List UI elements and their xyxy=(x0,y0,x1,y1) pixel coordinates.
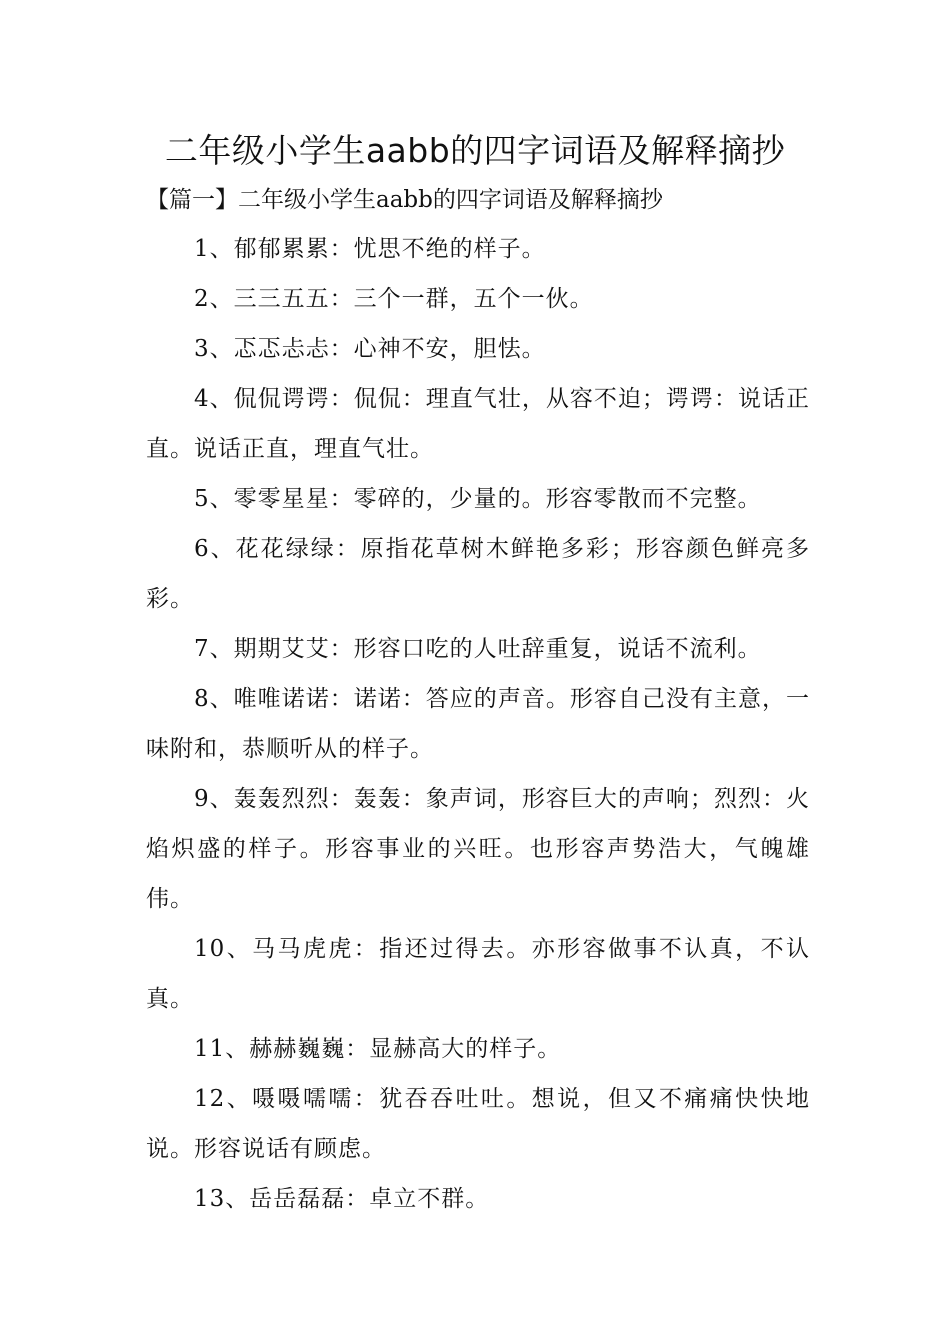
list-item: 2、三三五五：三个一群，五个一伙。 xyxy=(194,286,594,312)
entry-list xyxy=(146,224,810,1224)
list-item: 11、赫赫巍巍：显赫高大的样子。 xyxy=(194,1036,562,1062)
list-item: 9、轰轰烈烈：轰轰：象声词，形容巨大的声响；烈烈：火焰炽盛的样子。形容事业的兴旺。也形容声势浩大，气魄雄伟。 xyxy=(146,786,810,912)
list-item: 12、嗫嗫嚅嚅：犹吞吞吐吐。想说，但又不痛痛快快地说。形容说话有顾虑。 xyxy=(146,1086,810,1162)
list-item: 10、马马虎虎：指还过得去。亦形容做事不认真，不认真。 xyxy=(146,936,810,1012)
section-heading: 【篇一】二年级小学生aabb的四字词语及解释摘抄 xyxy=(146,187,663,213)
list-item: 6、花花绿绿：原指花草树木鲜艳多彩；形容颜色鲜亮多彩。 xyxy=(146,536,810,612)
list-item: 7、期期艾艾：形容口吃的人吐辞重复，说话不流利。 xyxy=(194,636,762,662)
list-item: 3、忑忑忐忐：心神不安，胆怯。 xyxy=(194,336,546,362)
list-item: 5、零零星星：零碎的，少量的。形容零散而不完整。 xyxy=(194,486,762,512)
list-item: 13、岳岳磊磊：卓立不群。 xyxy=(194,1186,490,1212)
document-title: 二年级小学生aabb的四字词语及解释摘抄 xyxy=(164,131,786,170)
list-item: 8、唯唯诺诺：诺诺：答应的声音。形容自己没有主意，一味附和，恭顺听从的样子。 xyxy=(146,686,810,762)
list-item: 4、侃侃谔谔：侃侃：理直气壮，从容不迫；谔谔：说话正直。说话正直，理直气壮。 xyxy=(146,386,810,462)
list-item: 1、郁郁累累：忧思不绝的样子。 xyxy=(194,236,546,262)
